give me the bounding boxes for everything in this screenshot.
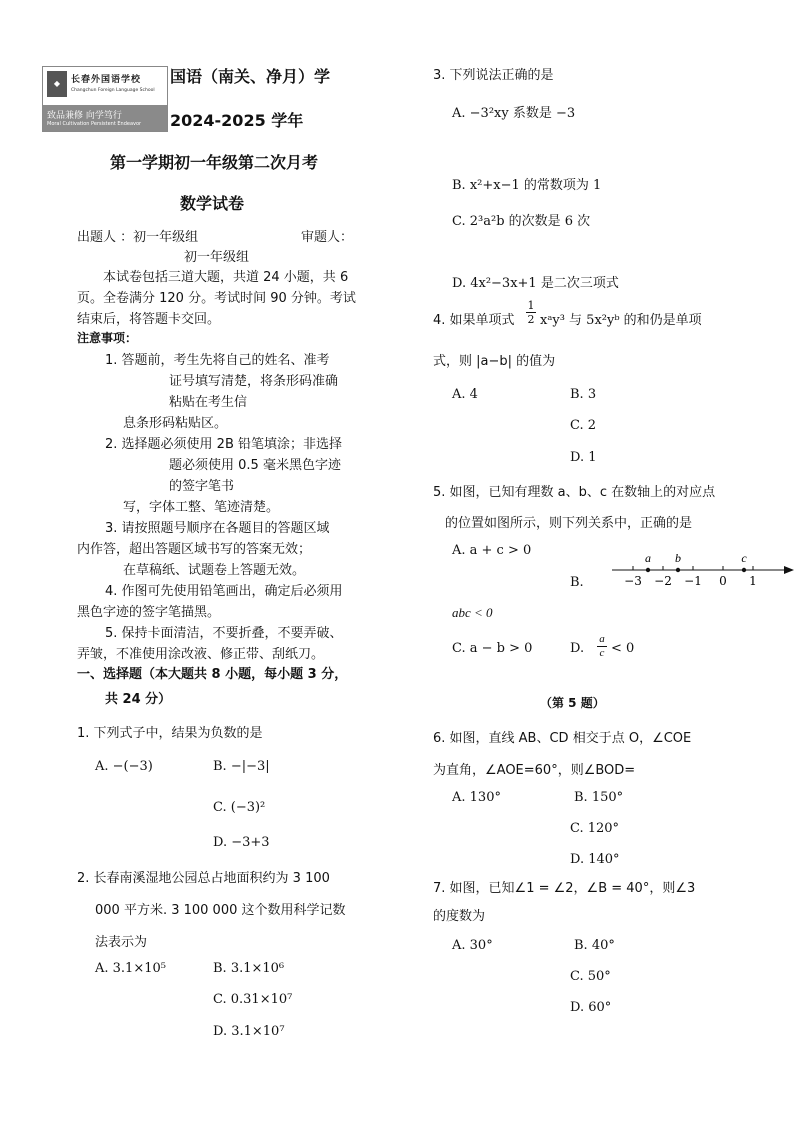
logo-motto: 致品兼修 向学笃行 [47,111,122,121]
q3-option-b: B. x²+x−1 的常数项为 1 [452,178,602,193]
axis-tick-label: 0 [719,574,727,588]
axis-tick-label: −3 [624,574,642,588]
q5-option-b: B. [570,575,584,590]
q6-option-b: B. 150° [574,790,624,805]
q6-option-a: A. 130° [452,790,501,805]
q5-stem-2: 的位置如图所示，则下列关系中，正确的是 [445,516,693,531]
logo-motto-en: Moral Cultivation Persistent Endeavor [47,121,142,127]
axis-point [676,568,680,572]
q3-option-c: C. 2³a²b 的次数是 6 次 [452,214,591,229]
axis-tick-label: −2 [654,574,672,588]
intro-line-2: 页。全卷满分 120 分。考试时间 90 分钟。考试 [77,291,356,306]
note-line: 在草稿纸、试题卷上答题无效。 [123,563,306,578]
q5-option-c: C. a − b > 0 [452,641,533,656]
q4-option-c: C. 2 [570,418,597,433]
q5-d-den: c [599,647,605,659]
q6-option-d: D. 140° [570,852,620,867]
q4-stem-1a: 4. 如果单项式 [433,313,515,328]
q6-stem-1: 6. 如图，直线 AB、CD 相交于点 O，∠COE [433,731,692,746]
note-line: 写，字体工整、笔迹清楚。 [123,500,280,515]
note-line: 4. 作图可先使用铅笔画出，确定后必须用 [105,584,343,599]
q4-option-a: A. 4 [452,387,478,402]
axis-point-label: b [675,551,681,565]
note-line: 1. 答题前，考生先将自己的姓名、准考 [105,353,330,368]
note-line: 粘贴在考生信 [169,395,248,410]
q7-stem-2: 的度数为 [433,909,486,924]
reviewer-name: 初一年级组 [184,250,250,265]
axis-tick-label: 1 [749,574,757,588]
q1-option-d: D. −3+3 [213,835,270,850]
q7-stem-1: 7. 如图，已知∠1 = ∠2，∠B = 40°，则∠3 [433,881,696,896]
q4-frac-den: 2 [527,313,535,326]
q4-fraction [526,299,536,326]
note-line: 息条形码粘贴区。 [123,416,228,431]
note-line: 的签字笔书 [169,479,235,494]
number-line-figure [608,548,794,590]
axis-point-label: c [741,551,747,565]
note-line: 题必须使用 0.5 毫米黑色字迹 [169,458,341,473]
q1-option-a: A. −(−3) [95,759,153,774]
q1-stem: 1. 下列式子中，结果为负数的是 [77,726,263,741]
logo-school-name: 长春外国语学校 [71,75,142,85]
q2-option-a: A. 3.1×10⁵ [95,961,166,976]
q5-stem-1: 5. 如图，已知有理数 a、b、c 在数轴上的对应点 [433,485,716,500]
logo-school-name-en: Changchun Foreign Language School [71,88,155,93]
title-line-2: 2024-2025 学年 [170,111,304,130]
title-line-4: 数学试卷 [180,194,245,213]
q3-option-a: A. −3²xy 系数是 −3 [452,106,576,121]
note-line: 证号填写清楚，将条形码准确 [169,374,339,389]
q4-stem-1b: xᵃy³ 与 5x²yᵇ 的和仍是单项 [540,313,702,328]
q5-option-d: D. [570,641,585,656]
axis-tick-label: −1 [684,574,702,588]
note-line: 弄皱，不准使用涂改液、修正带、刮纸刀。 [77,647,325,662]
q2-option-d: D. 3.1×10⁷ [213,1024,285,1039]
q5-d-fraction [597,633,607,660]
q5-d-num: a [597,633,607,647]
q2-option-c: C. 0.31×10⁷ [213,992,293,1007]
q5-option-b-cont: abc < 0 [452,605,493,620]
section-heading: 一、选择题（本大题共 8 小题，每小题 3 分， [77,667,348,682]
note-line: 内作答，超出答题区域书写的答案无效； [77,542,312,557]
q3-option-d: D. 4x²−3x+1 是二次三项式 [452,276,619,291]
q1-option-c: C. (−3)² [213,800,266,815]
q6-stem-2: 为直角，∠AOE=60°，则∠BOD= [433,763,636,778]
note-line: 3. 请按照题号顺序在各题目的答题区域 [105,521,330,536]
q4-frac-num: 1 [527,299,535,312]
title-line-1: 国语（南关、净月）学 [170,67,331,86]
q1-option-b: B. −|−3| [213,759,270,774]
q2-stem-3: 法表示为 [95,935,148,950]
reviewer-label: 审题人： [301,230,354,245]
section-heading-cont: 共 24 分） [105,692,172,707]
q2-stem-2: 000 平方米. 3 100 000 这个数用科学记数 [95,903,346,918]
q4-stem-2: 式，则 |a−b| 的值为 [433,354,556,369]
school-emblem-icon: ◆ [47,71,67,97]
school-logo [42,66,168,132]
axis-point-label: a [645,551,651,565]
q6-option-c: C. 120° [570,821,620,836]
q7-option-a: A. 30° [452,938,493,953]
q5-option-d-tail: < 0 [611,641,635,656]
q4-option-d: D. 1 [570,450,597,465]
q7-option-d: D. 60° [570,1000,612,1015]
q4-option-b: B. 3 [570,387,597,402]
q2-option-b: B. 3.1×10⁶ [213,961,285,976]
axis-arrow-icon [784,566,794,574]
q3-stem: 3. 下列说法正确的是 [433,68,554,83]
q7-option-c: C. 50° [570,969,611,984]
q7-option-b: B. 40° [574,938,615,953]
note-line: 黑色字迹的签字笔描黑。 [77,605,221,620]
notice-heading: 注意事项： [77,331,138,345]
q5-caption: （第 5 题） [540,696,605,710]
author-line: 出题人 ：初一年级组 [77,230,199,245]
note-line: 2. 选择题必须使用 2B 铅笔填涂；非选择 [105,437,342,452]
title-line-3: 第一学期初一年级第二次月考 [110,153,319,172]
intro-line-3: 结束后，将答题卡交回。 [77,312,221,327]
axis-point [646,568,650,572]
note-line: 5. 保持卡面清洁，不要折叠，不要弄破、 [105,626,343,641]
q2-stem-1: 2. 长春南溪湿地公园总占地面积约为 3 100 [77,871,330,886]
intro-line-1: 本试卷包括三道大题，共道 24 小题，共 6 [103,270,349,285]
q5-option-a: A. a + c > 0 [452,543,532,558]
axis-point [742,568,746,572]
